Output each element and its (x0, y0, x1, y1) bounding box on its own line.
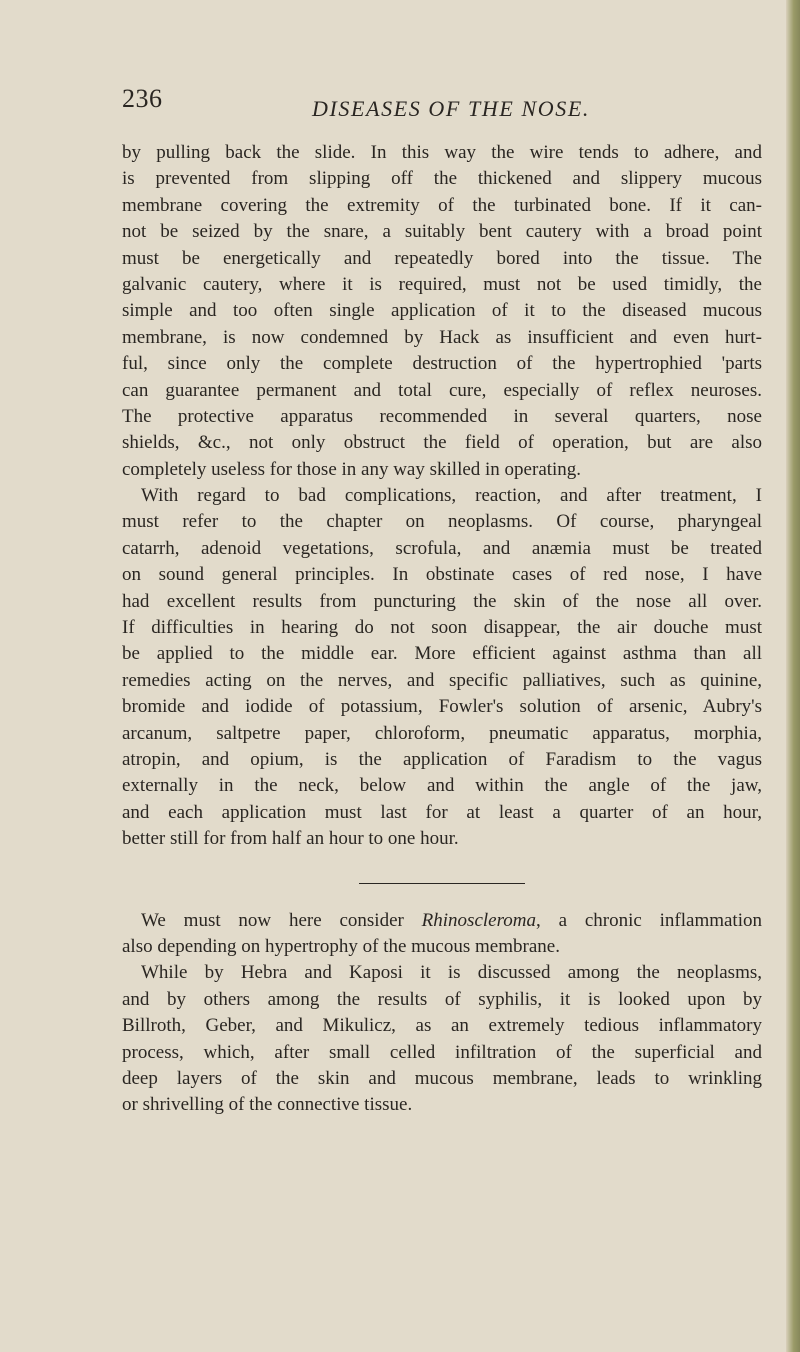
paragraph-3 (122, 908, 762, 961)
running-title: DISEASES OF THE NOSE. (312, 96, 591, 121)
text-line (122, 908, 762, 934)
italic-term: Rhinoscleroma (421, 909, 537, 931)
text-line: deep layers of the skin and mucous membrane, leads to wrinkling (122, 1067, 762, 1089)
text-line: or shrivelling of the connective tissue. (122, 1094, 413, 1116)
text-line: had excellent results from puncturing the skin of the nose all over. (122, 590, 762, 612)
text-line: on sound general principles. In obstinate cases of red nose, I have (122, 564, 762, 586)
text-line: is prevented from slipping off the thickened and slippery mucous (122, 168, 762, 190)
text-line: ful, since only the complete destruction of the hypertrophied 'parts (122, 353, 762, 375)
text-line: arcanum, saltpetre paper, chloroform, pneumatic apparatus, morphia, (122, 722, 762, 744)
paragraph-1 (122, 140, 762, 483)
text-line: membrane, is now condemned by Hack as insufficient and even hurt- (122, 326, 762, 348)
section-separator (359, 883, 525, 884)
text-line: externally in the neck, below and within the angle of the jaw, (122, 775, 762, 797)
text-line: With regard to bad complications, reaction, and after treatment, I (141, 485, 762, 507)
text-span: , a chronic inflammation (536, 909, 762, 931)
text-line: shields, &c., not only obstruct the field of operation, but are also (122, 432, 762, 454)
text-span: We must now here consider (141, 909, 422, 931)
text-line: can guarantee permanent and total cure, especially of reflex neuroses. (122, 379, 762, 401)
body-text (122, 140, 762, 1119)
text-line: catarrh, adenoid vegetations, scrofula, and anæmia must be treated (122, 537, 762, 559)
text-line: simple and too often single application of it to the diseased mucous (122, 300, 762, 322)
text-line: completely useless for those in any way skilled in operating. (122, 458, 582, 480)
text-line: must refer to the chapter on neoplasms. Of course, pharyngeal (122, 511, 762, 533)
page-number: 236 (122, 84, 163, 113)
text-line: atropin, and opium, is the application of Faradism to the vagus (122, 748, 762, 770)
text-line: The protective apparatus recommended in several quarters, nose (122, 405, 762, 427)
text-line: membrane covering the extremity of the turbinated bone. If it can- (122, 194, 762, 216)
text-line: also depending on hypertrophy of the mucous membrane. (122, 935, 560, 957)
text-line: galvanic cautery, where it is required, must not be used timidly, the (122, 273, 762, 295)
text-line: bromide and iodide of potassium, Fowler's solution of arsenic, Aubry's (122, 696, 762, 718)
text-line: be applied to the middle ear. More efficient against asthma than all (122, 643, 762, 665)
text-line: and by others among the results of syphilis, it is looked upon by (122, 988, 762, 1010)
text-line: process, which, after small celled infiltration of the superficial and (122, 1041, 762, 1063)
paragraph-2 (122, 483, 762, 852)
text-line: If difficulties in hearing do not soon disappear, the air douche must (122, 617, 762, 639)
text-line: While by Hebra and Kaposi it is discussed among the neoplasms, (141, 962, 762, 984)
text-line: better still for from half an hour to one hour. (122, 828, 459, 850)
page-edge (786, 0, 800, 1352)
text-line: must be energetically and repeatedly bored into the tissue. The (122, 247, 762, 269)
text-line: by pulling back the slide. In this way the wire tends to adhere, and (122, 142, 762, 163)
text-line: Billroth, Geber, and Mikulicz, as an extremely tedious inflammatory (122, 1015, 762, 1037)
text-line: not be seized by the snare, a suitably bent cautery with a broad point (122, 221, 762, 243)
text-line: and each application must last for at least a quarter of an hour, (122, 801, 762, 823)
text-line: remedies acting on the nerves, and specific palliatives, such as quinine, (122, 669, 762, 691)
paragraph-4 (122, 960, 762, 1118)
